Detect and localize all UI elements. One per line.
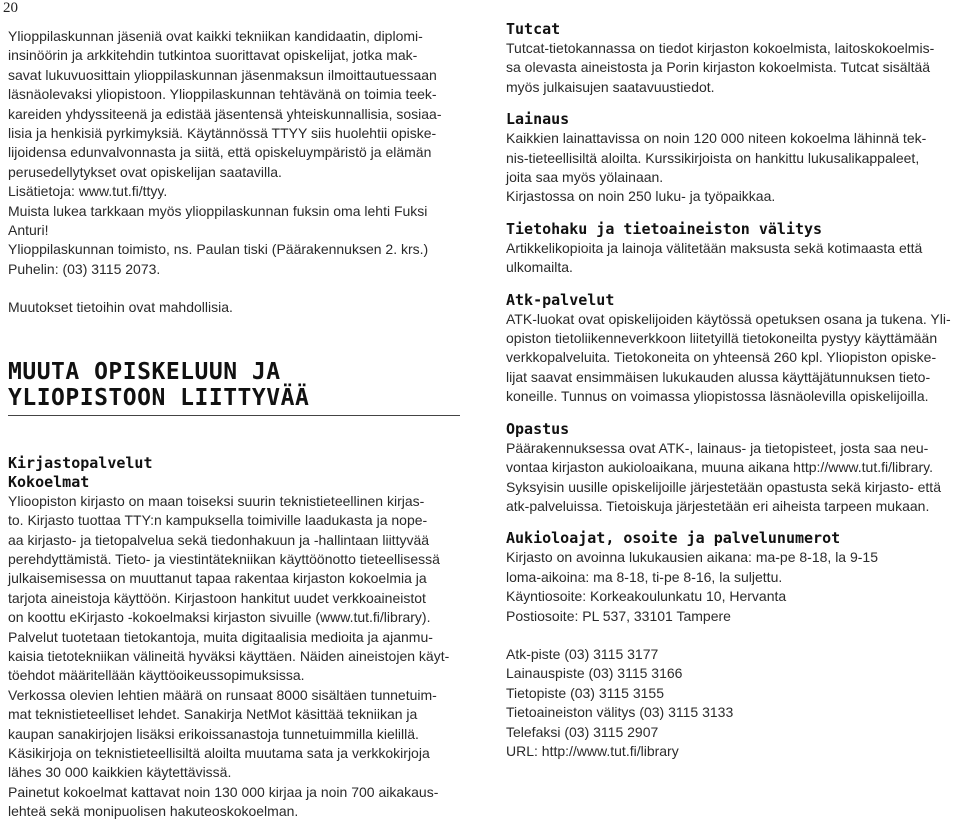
text-line: vontaa kirjaston aukioloaikana, muuna aikana http://www.tut.fi/library. bbox=[506, 459, 933, 476]
subheading-kirjastopalvelut: Kirjastopalvelut bbox=[8, 453, 153, 472]
text-line: Käsikirjoja on teknistieteellisiltä aloilta muutama sata ja verkkokirjoja bbox=[8, 744, 430, 761]
text-line: mat teknistieteelliset lehdet. Sanakirja NetMot käsittää tekniikan ja bbox=[8, 706, 418, 723]
right-column bbox=[506, 20, 954, 761]
text-line: Palvelut tuotetaan tietokantoja, muita digitaalisia medioita ja ajanmu- bbox=[8, 628, 433, 645]
text-line: Syksyisin uusille opiskelijoille järjestetään opastusta sekä kirjasto- että bbox=[506, 478, 941, 495]
text-line: Ylioppilaskunnan toimisto, ns. Paulan tiski (Päärakennuksen 2. krs.) bbox=[8, 241, 429, 258]
ylioppilaskunta-intro bbox=[8, 27, 460, 182]
section-title bbox=[8, 359, 460, 411]
text-line: to. Kirjasto tuottaa TTY:n kampuksella toimiville laadukasta ja nope- bbox=[8, 512, 428, 529]
atk-palvelut-text bbox=[506, 310, 954, 407]
text-line: kaupan sanakirjojen lisäksi erikoissanastoja tunnetuimmilla kielillä. bbox=[8, 725, 419, 742]
contact-line: Tietoaineiston välitys (03) 3115 3133 bbox=[506, 704, 734, 721]
text-line: Kaikkien lainattavissa on noin 120 000 niteen kokoelma lähinnä tek- bbox=[506, 130, 927, 147]
text-line: perehdyttämistä. Tieto- ja viestintätekniikan käyttöönotto tieteellisessä bbox=[8, 550, 440, 567]
contact-line: Telefaksi (03) 3115 2907 bbox=[506, 723, 659, 740]
heading-opastus: Opastus bbox=[506, 419, 570, 438]
heading-tietohaku: Tietohaku ja tietoaineiston välitys bbox=[506, 219, 823, 238]
text-line: joita saa myös yölainaan. bbox=[506, 169, 664, 186]
text-line: Ylioppilaskunnan jäseniä ovat kaikki tekniikan kandidaatin, diplomi- bbox=[8, 28, 423, 44]
page-number: 20 bbox=[3, 0, 18, 16]
tietohaku-text bbox=[506, 239, 954, 278]
text-line: Postiosoite: PL 537, 33101 Tampere bbox=[506, 607, 731, 624]
text-line: Päärakennuksessa ovat ATK-, lainaus- ja tietopisteet, josta saa neu- bbox=[506, 439, 929, 456]
contact-line: Tietopiste (03) 3115 3155 bbox=[506, 684, 664, 701]
text-line: Lisätietoja: www.tut.fi/ttyy. bbox=[8, 183, 168, 200]
text-line: koneille. Tunnus on voimassa yliopistossa läsnäolevilla opiskelijoilla. bbox=[506, 388, 929, 405]
text-line: nis-tieteellisiltä aloilta. Kurssikirjoista on hankittu lukusalikappaleet, bbox=[506, 149, 920, 166]
lainaus-text bbox=[506, 129, 954, 207]
text-line: Artikkelikopioita ja lainoja välitetään maksusta sekä kotimaasta että bbox=[506, 239, 923, 256]
left-column bbox=[8, 27, 460, 822]
text-line: lijat saavat ensimmäisen lukukauden alussa käyttäjätunnuksen tieto- bbox=[506, 368, 931, 385]
text-line: opiston tietoliikenneverkkoon liitetyillä tietokoneilta pystyy käyttämään bbox=[506, 330, 938, 347]
text-line: aa kirjasto- ja tietopalvelua sekä tiedonhakuun ja -hallintaan liittyvää bbox=[8, 531, 430, 548]
heading-aukioloajat: Aukioloajat, osoite ja palvelunumerot bbox=[506, 529, 841, 548]
section-title-line: YLIOPISTOON LIITTYVÄÄ bbox=[8, 384, 310, 411]
text-line: Käyntiosoite: Korkeakoulunkatu 10, Hervanta bbox=[506, 588, 787, 605]
text-line: Ylioopiston kirjasto on maan toiseksi suurin teknistieteellinen kirjas- bbox=[8, 492, 425, 509]
text-line: Anturi! bbox=[8, 222, 49, 239]
text-line: kareiden yhdyssiteenä ja edistää jäsentensä yhteiskunnallisia, sosiaa- bbox=[8, 105, 442, 122]
ylioppilaskunta-info bbox=[8, 182, 460, 279]
section-divider bbox=[8, 415, 460, 416]
text-line: Kirjasto on avoinna lukukausien aikana: ma-pe 8-18, la 9-15 bbox=[506, 549, 879, 566]
aukioloajat-text bbox=[506, 548, 954, 626]
text-line: lijoidensa edunvalvonnasta ja siitä, että opiskeluympäristö ja elämän bbox=[8, 144, 432, 161]
tutcat-text bbox=[506, 39, 954, 97]
text-line: insinöörin ja arkkitehdin tutkintoa suorittavat opiskelijat, jotka mak- bbox=[8, 47, 418, 64]
text-line: Tutcat-tietokannassa on tiedot kirjaston kokoelmista, laitoskokoelmis- bbox=[506, 40, 935, 56]
text-line: töehdot määritellään käyttöoikeussopimuksissa. bbox=[8, 667, 305, 684]
section-title-line: MUUTA OPISKELUUN JA bbox=[8, 358, 281, 385]
text-line: on koottu eKirjasto -kokoelmaksi kirjaston sivuille (www.tut.fi/library). bbox=[8, 609, 431, 626]
text-line: Puhelin: (03) 3115 2073. bbox=[8, 260, 161, 277]
contact-list bbox=[506, 645, 954, 761]
text-line: myös julkaisujen saatavuustiedot. bbox=[506, 78, 715, 95]
library-text bbox=[8, 492, 460, 822]
text-line: perusedellytykset ovat opiskelijan saatavilla. bbox=[8, 163, 282, 180]
changes-note: Muutokset tietoihin ovat mahdollisia. bbox=[8, 299, 233, 316]
text-line: ulkomailta. bbox=[506, 259, 573, 276]
text-line: kaisia tietotekniikan välineitä hyväksi käyttäen. Näiden aineistojen käyt- bbox=[8, 647, 450, 664]
text-line: Verkossa olevien lehtien määrä on runsaat 8000 sisältäen tunnetuim- bbox=[8, 686, 437, 703]
text-line: ATK-luokat ovat opiskelijoiden käytössä opetuksen osana ja tukena. Yli- bbox=[506, 310, 951, 327]
text-line: lähes 30 000 kaikkien käytettävissä. bbox=[8, 764, 232, 781]
subheading-kokoelmat: Kokoelmat bbox=[8, 472, 90, 491]
text-line: läsnäolevaksi yliopistoon. Ylioppilaskunnan tehtävänä on toimia teek- bbox=[8, 86, 437, 103]
text-line: Kirjastossa on noin 250 luku- ja työpaikkaa. bbox=[506, 188, 776, 205]
contact-line: Lainauspiste (03) 3115 3166 bbox=[506, 665, 683, 682]
heading-tutcat: Tutcat bbox=[506, 20, 561, 38]
text-line: sa olevasta aineistosta ja Porin kirjaston kokoelmista. Tutcat sisältää bbox=[506, 59, 931, 76]
text-line: Muista lukea tarkkaan myös ylioppilaskunnan fuksin oma lehti Fuksi bbox=[8, 202, 428, 219]
text-line: tarjota aineistoja käyttöön. Kirjastoon hankitut uudet verkkoaineistot bbox=[8, 589, 426, 606]
text-line: loma-aikoina: ma 8-18, ti-pe 8-16, la suljettu. bbox=[506, 568, 783, 585]
opastus-text bbox=[506, 439, 954, 517]
text-line: atk-palveluissa. Tietoiskuja järjestetään eri aiheista tarpeen mukaan. bbox=[506, 497, 930, 514]
text-line: lehteä sekä monipuolisen hakuteoskokoelman. bbox=[8, 803, 299, 820]
heading-lainaus: Lainaus bbox=[506, 110, 570, 129]
contact-line: URL: http://www.tut.fi/library bbox=[506, 742, 679, 759]
text-line: verkkopalveluita. Tietokoneita on yhteensä 260 kpl. Yliopiston opiske- bbox=[506, 349, 937, 366]
text-line: Painetut kokoelmat kattavat noin 130 000 kirjaa ja noin 700 aikakaus- bbox=[8, 783, 439, 800]
text-line: julkaisemisessa on muuttanut tapaa rakentaa kirjaston kokoelmia ja bbox=[8, 570, 427, 587]
text-line: savat lukuvuosittain ylioppilaskunnan jäsenmaksun ilmoittautuessaan bbox=[8, 66, 437, 83]
contact-line: Atk-piste (03) 3115 3177 bbox=[506, 645, 659, 662]
text-line: lisia ja henkisiä pyrkimyksiä. Käytännössä TTYY siis huolehtii opiske- bbox=[8, 125, 437, 142]
heading-atk-palvelut: Atk-palvelut bbox=[506, 290, 615, 309]
